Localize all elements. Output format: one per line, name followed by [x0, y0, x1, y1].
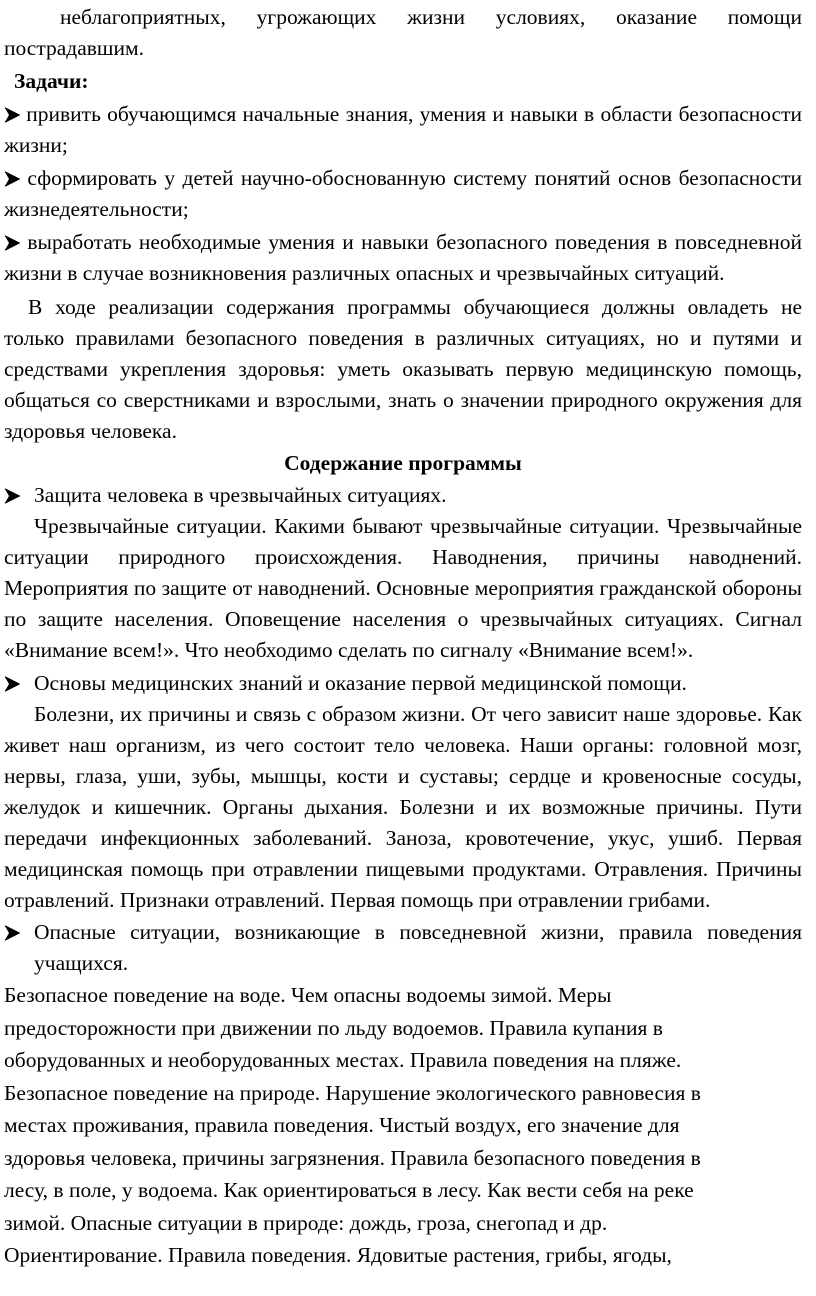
section-text-line: оборудованных и необорудованных местах. Правила поведения на пляже.	[4, 1048, 682, 1072]
intro-line-2: пострадавшим.	[4, 36, 144, 60]
section-text: Болезни, их причины и связь с образом жизни. От чего зависит наше здоровье. Как живет наш организм, из чего состоит тело человека. Наши органы: головной мозг, нервы, глаза, уши, зубы, мышцы, кости и суставы; сердце и кровеносные сосуды, желудок и кишечник. Органы дыхания. Болезни и их возможные причины. Пути передачи инфекционных заболеваний. Заноза, кровотечение, укус, ушиб. Первая медицинская помощь при отравлении пищевыми продуктами. Отравления. Причины отравлений. Признаки отравлений. Первая помощь при отравлении грибами.	[4, 702, 802, 912]
task-item	[4, 99, 802, 161]
arrow-bullet-icon	[4, 230, 20, 254]
arrow-bullet-icon	[4, 102, 20, 126]
section-text-line: Безопасное поведение на воде. Чем опасны водоемы зимой. Меры	[4, 983, 612, 1007]
section-text-line: Ориентирование. Правила поведения. Ядовитые растения, грибы, ягоды,	[4, 1243, 672, 1267]
section-text-line: здоровья человека, причины загрязнения. Правила безопасного поведения в	[4, 1145, 701, 1170]
section-text-line: лесу, в поле, у водоема. Как ориентироваться в лесу. Как вести себя на реке	[4, 1178, 694, 1202]
tasks-heading: Задачи:	[14, 69, 89, 93]
section-text-line: Безопасное поведение на природе. Нарушение экологического равновесия в	[4, 1080, 701, 1105]
section-text-block	[4, 979, 802, 1272]
section-title	[4, 480, 802, 511]
implementation-paragraph: В ходе реализации содержания программы обучающиеся должны овладеть не только правилами безопасного поведения в различных ситуациях, но и путями и средствами укрепления здоровья: уметь оказывать первую медицинскую помощь, общаться со сверстниками и взрослыми, знать о значении природного окружения для здоровья человека.	[4, 295, 802, 443]
task-text: выработать необходимые умения и навыки безопасного поведения в повседневной жизни в случае возникновения различных опасных и чрезвычайных ситуаций.	[4, 230, 803, 285]
section-text: Чрезвычайные ситуации. Какими бывают чрезвычайные ситуации. Чрезвычайные ситуации природного происхождения. Наводнения, причины наводнений. Мероприятия по защите от наводнений. Основные мероприятия гражданской обороны по защите населения. Оповещение населения о чрезвычайных ситуациях. Сигнал «Внимание всем!». Что необходимо сделать по сигналу «Внимание всем!».	[4, 514, 802, 662]
section-text-line: предосторожности при движении по льду водоемов. Правила купания в	[4, 1015, 663, 1040]
task-item	[4, 163, 802, 225]
section-title-text: Защита человека в чрезвычайных ситуациях.	[34, 483, 447, 507]
arrow-bullet-icon	[4, 480, 20, 511]
task-item	[4, 227, 802, 289]
section-title-text: Основы медицинских знаний и оказание первой медицинской помощи.	[34, 671, 687, 695]
task-text: сформировать у детей научно-обоснованную систему понятий основ безопасности жизнедеятельности;	[4, 166, 803, 221]
intro-line-1: неблагоприятных, угрожающих жизни условиях, оказание помощи	[60, 5, 802, 29]
arrow-bullet-icon	[4, 668, 20, 699]
section-title	[4, 668, 802, 699]
content-heading: Содержание программы	[284, 451, 522, 475]
task-text: привить обучающимся начальные знания, умения и навыки в области безопасности жизни;	[4, 102, 802, 157]
section-title	[4, 917, 802, 979]
section-text-line: зимой. Опасные ситуации в природе: дождь, гроза, снегопад и др.	[4, 1210, 608, 1235]
arrow-bullet-icon	[4, 166, 20, 190]
section-text-line: местах проживания, правила поведения. Чистый воздух, его значение для	[4, 1113, 680, 1137]
arrow-bullet-icon	[4, 917, 20, 948]
section-title-text: Опасные ситуации, возникающие в повседневной жизни, правила поведения учащихся.	[34, 920, 802, 975]
